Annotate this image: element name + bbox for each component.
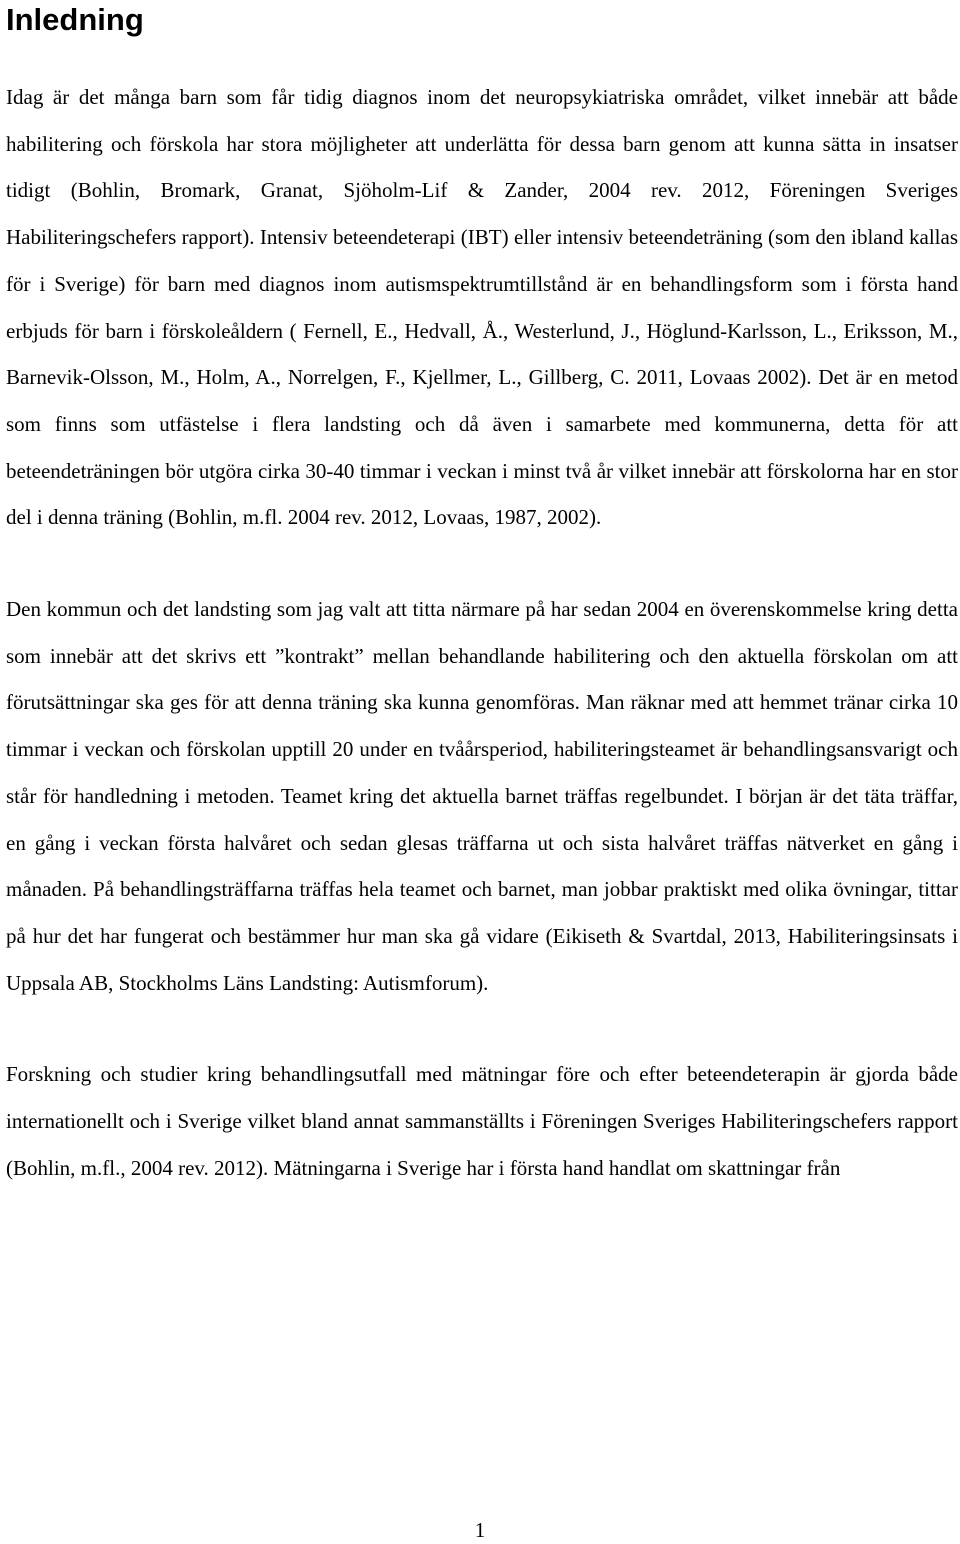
paragraph-1: Idag är det många barn som får tidig diagnos inom det neuropsykiatriska området, vilket innebär att både habilitering och förskola har stora möjligheter att underlätta för dessa barn genom att kunna sätta in insatser tidigt (Bohlin, Bromark, Granat, Sjöholm-Lif & Zander, 2004 rev. 2012, Föreningen Sveriges Habiliteringschefers rapport). Intensiv beteendeterapi (IBT) eller intensiv beteendeträning (som den ibland kallas för i Sverige) för barn med diagnos inom autismspektrumtillstånd är en behandlingsform som i första hand erbjuds för barn i förskoleåldern ( Fernell, E., Hedvall, Å., Westerlund, J., Höglund-Karlsson, L., Eriksson, M., Barnevik-Olsson, M., Holm, A., Norrelgen, F., Kjellmer, L., Gillberg, C. 2011, Lovaas 2002). Det är en metod som finns som utfästelse i flera landsting och då även i samarbete med kommunerna, detta för att beteendeträningen bör utgöra cirka 30-40 timmar i veckan i minst två år vilket innebär att förskolorna har en stor del i denna träning (Bohlin, m.fl. 2004 rev. 2012, Lovaas, 1987, 2002). <box>6 85 958 530</box>
document-page <box>6 0 958 1191</box>
paragraph-2: Den kommun och det landsting som jag valt att titta närmare på har sedan 2004 en överenskommelse kring detta som innebär att det skrivs ett ”kontrakt” mellan behandlande habilitering och den aktuella förskolan om att förutsättningar ska ges för att denna träning ska kunna genomföras. Man räknar med att hemmet tränar cirka 10 timmar i veckan och förskolan upptill 20 under en tvåårsperiod, habiliteringsteamet är behandlingsansvarigt och står för handledning i metoden. Teamet kring det aktuella barnet träffas regelbundet. I början är det täta träffar, en gång i veckan första halvåret och sedan glesas träffarna ut och sista halvåret träffas nätverket en gång i månaden. På behandlingsträffarna träffas hela teamet och barnet, man jobbar praktiskt med olika övningar, tittar på hur det har fungerat och bestämmer hur man ska gå vidare (Eikiseth & Svartdal, 2013, Habiliteringsinsats i Uppsala AB, Stockholms Läns Landsting: Autismforum). <box>6 597 958 995</box>
page-number: 1 <box>474 1518 486 1542</box>
section-heading: Inledning <box>6 2 144 37</box>
paragraph-3: Forskning och studier kring behandlingsutfall med mätningar före och efter beteendeterapin är gjorda både internationellt och i Sverige vilket bland annat sammanställts i Föreningen Sveriges Habiliteringschefers rapport (Bohlin, m.fl., 2004 rev. 2012). Mätningarna i Sverige har i första hand handlat om skattningar från <box>6 1062 958 1180</box>
